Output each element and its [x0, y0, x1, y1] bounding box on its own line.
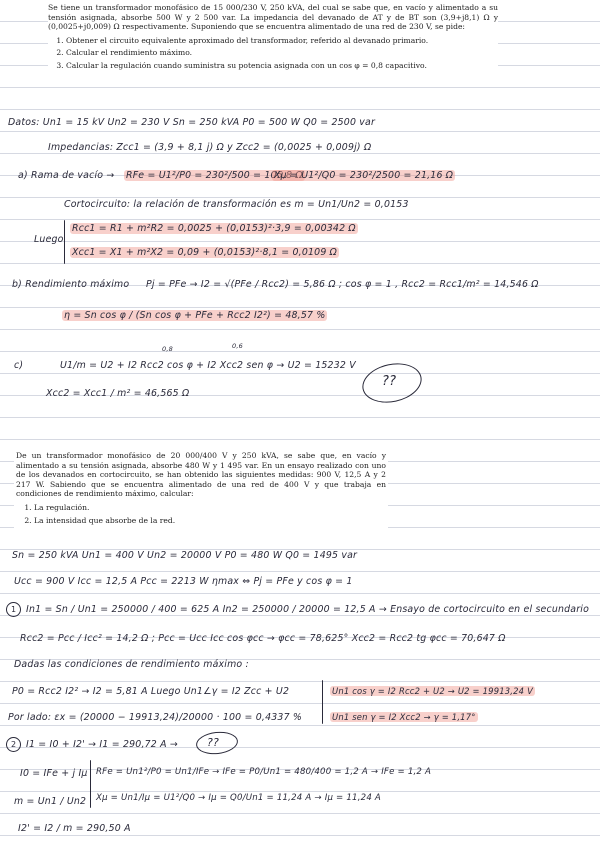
notes-b-title: b) Rendimiento máximo [12, 279, 130, 290]
notes2-line8: I1 = I0 + I2' → I1 = 290,72 A → [26, 739, 178, 750]
problem-2-statement-block [14, 448, 388, 532]
problem-1-item: 1. Obtener el circuito equivalente aproximado del transformador, referido al devanado primario. [66, 36, 498, 46]
notes-c-08: 0,8 [162, 345, 173, 353]
notes-question-marks: ?? [382, 374, 397, 389]
notes2-line7a: Por lado: εx = (20000 − 19913,24)/20000 · 100 = 0,4337 % [8, 712, 303, 723]
notes-a-rfe: RFe = U1²/P0 = 230²/500 = 105,8 Ω [126, 170, 303, 181]
notes2-line4: Rcc2 = Pcc / Icc² = 14,2 Ω ; Pcc = Ucc Icc cos φcc → φcc = 78,625° Xcc2 = Rcc2 tg φcc = 70,647 Ω [20, 633, 506, 644]
notes-datos: Datos: Un1 = 15 kV Un2 = 230 V Sn = 250 kVA P0 = 500 W Q0 = 2500 var [8, 117, 376, 128]
notes2-line6b: Un1 cos γ = I2 Rcc2 + U2 → U2 = 19913,24 V [332, 686, 533, 696]
notes2-question-marks: ?? [207, 736, 220, 749]
step-1-marker: 1 [6, 602, 21, 617]
problem-2-items [16, 503, 386, 525]
notes2-line9a: I0 = IFe + j Iμ [20, 768, 88, 779]
notes2-line10b: Xμ = Un1/Iμ = U1²/Q0 → Iμ = Q0/Un1 = 11,24 A → Iμ = 11,24 A [96, 793, 381, 803]
notes-a-label: a) Rama de vacío → [18, 170, 115, 181]
problem-1-items [48, 36, 498, 71]
notes-c-eq: U1/m = U2 + I2 Rcc2 cos φ + I2 Xcc2 sen φ → U2 = 15232 V [60, 360, 356, 371]
notes-impedancias: Impedancias: Zcc1 = (3,9 + 8,1 j) Ω y Zcc2 = (0,0025 + 0,009j) Ω [48, 142, 372, 153]
notes-xcc1: Xcc1 = X1 + m²X2 = 0,09 + (0,0153)²·8,1 = 0,0109 Ω [72, 247, 338, 258]
problem-2-item: 1. La regulación. [34, 503, 386, 513]
brace-mark [64, 220, 65, 264]
step-2-marker: 2 [6, 737, 21, 752]
notes2-line2: Ucc = 900 V Icc = 12,5 A Pcc = 2213 W ηmax ⇔ Pj = PFe y cos φ = 1 [14, 576, 353, 587]
notes-xcc2: Xcc2 = Xcc1 / m² = 46,565 Ω [46, 388, 190, 399]
notes2-line6a: P0 = Rcc2 I2² → I2 = 5,81 A Luego Un1∠γ = I2 Zcc + U2 [12, 686, 290, 697]
notes-b-eq: Pj = PFe → I2 = √(PFe / Rcc2) = 5,86 Ω ; cos φ = 1 , Rcc2 = Rcc1/m² = 14,546 Ω [146, 279, 539, 290]
notes-eta: η = Sn cos φ / (Sn cos φ + PFe + Rcc2 I2²) = 48,57 % [64, 310, 326, 321]
brace-mark [90, 760, 91, 808]
notes-c-label: c) [14, 360, 24, 371]
notes-a-xmu: Xμ = U1²/Q0 = 230²/2500 = 21,16 Ω [274, 170, 454, 181]
notes2-line10a: m = Un1 / Un2 [14, 796, 87, 807]
notes-c-06: 0,6 [232, 342, 243, 350]
problem-1-statement-block [48, 0, 498, 77]
problem-1-statement: Se tiene un transformador monofásico de 15 000/230 V, 250 kVA, del cual se sabe que, en vacío y alimentado a su tensión asignada, absorbe 500 W y 2 500 var. La impedancia del devanado de AT y de BT son (3,9+j8,1) Ω y (0,0025+j0,009) Ω respectivamente. Suponiendo que se encuentra alimentado de una red de 230 V, se pide: [48, 3, 498, 32]
notes-luego: Luego [34, 234, 64, 245]
notes2-line1: Sn = 250 kVA Un1 = 400 V Un2 = 20000 V P0 = 480 W Q0 = 1495 var [12, 550, 358, 561]
notes2-line9b: RFe = Un1²/P0 = Un1/IFe → IFe = P0/Un1 = 480/400 = 1,2 A → IFe = 1,2 A [96, 767, 432, 777]
notes2-line11: I2' = I2 / m = 290,50 A [18, 823, 131, 834]
problem-1-item: 3. Calcular la regulación cuando suministra su potencia asignada con un cos φ = 0,8 capacitivo. [66, 61, 498, 71]
problem-2-statement: De un transformador monofásico de 20 000/400 V y 250 kVA, se sabe que, en vacío y alimentado a su tensión asignada, absorbe 480 W y 1 495 var. En un ensayo realizado con uno de los devanados en cortocircuito, se han obtenido las siguientes medidas: 900 V, 12,5 A y 2 217 W. Sabiendo que se encuentra alimentado de una red de 400 V y que trabaja en condiciones de rendimiento máximo, calcular: [16, 451, 386, 499]
problem-2-item: 2. La intensidad que absorbe de la red. [34, 516, 386, 526]
notes2-line3: In1 = Sn / Un1 = 250000 / 400 = 625 A In2 = 250000 / 20000 = 12,5 A → Ensayo de cortocircuito en el secundario [26, 604, 590, 615]
brace-mark [322, 680, 323, 724]
problem-1-item: 2. Calcular el rendimiento máximo. [66, 48, 498, 58]
notes-a-cc: Cortocircuito: la relación de transformación es m = Un1/Un2 = 0,0153 [64, 199, 409, 210]
notes2-line7b: Un1 sen γ = I2 Xcc2 → γ = 1,17° [332, 712, 476, 722]
notes2-line5: Dadas las condiciones de rendimiento máximo : [14, 659, 249, 670]
notes-rcc1: Rcc1 = R1 + m²R2 = 0,0025 + (0,0153)²·3,9 = 0,00342 Ω [72, 223, 356, 234]
